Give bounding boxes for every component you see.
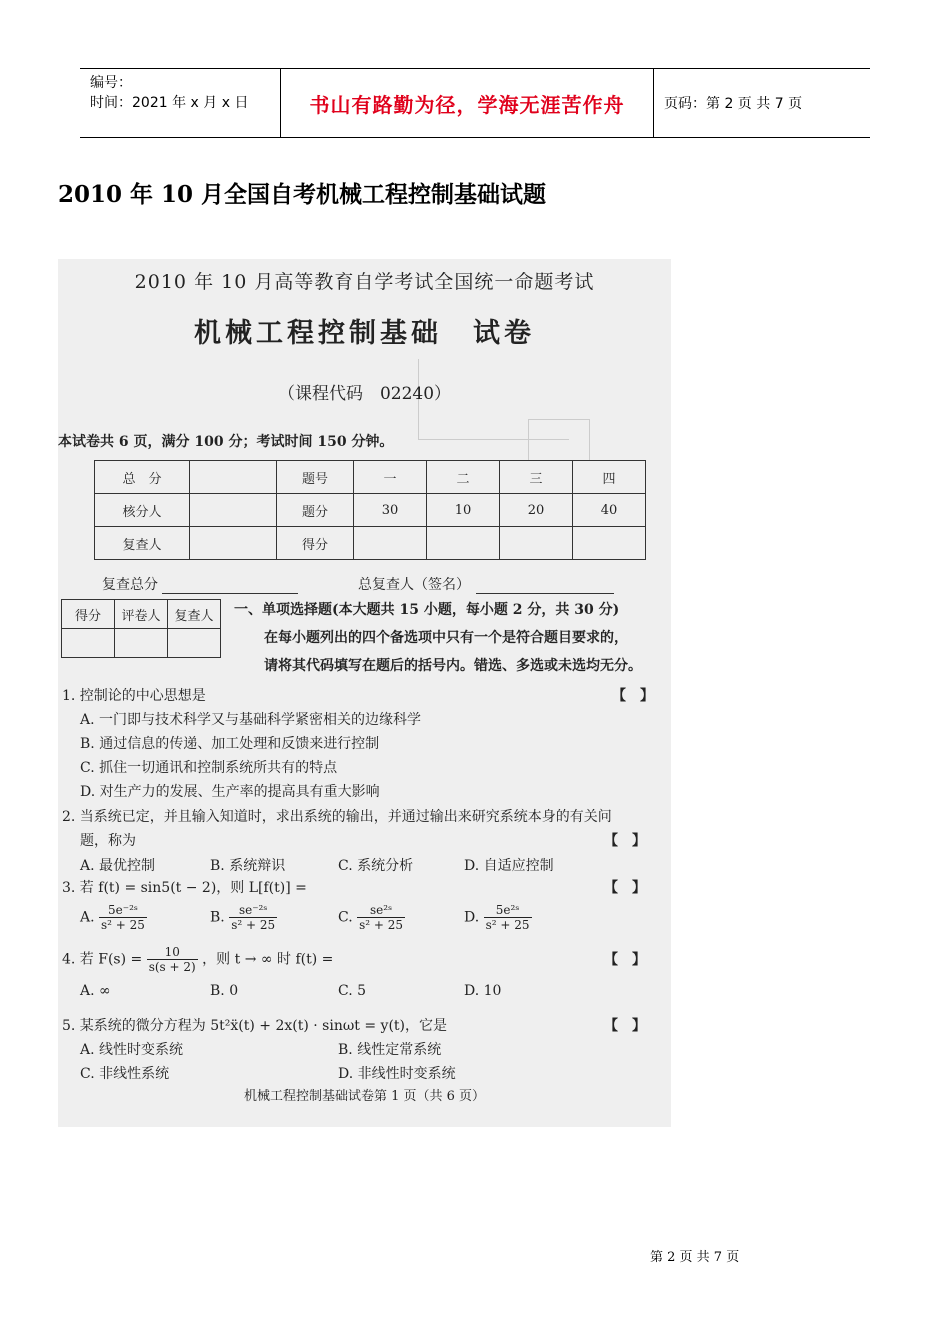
page-header	[80, 68, 870, 138]
fraction	[99, 903, 147, 932]
score-row	[95, 494, 646, 527]
denominator: s(s + 2)	[148, 960, 196, 974]
course-code: （课程代码 02240）	[277, 384, 452, 404]
question-5: 5. 某系统的微分方程为 5t²ẍ(t) + 2x(t) · sinωt = y(t)，它是	[62, 1018, 447, 1034]
option-a	[80, 903, 147, 932]
option-b: B. 通过信息的传递、加工处理和反馈来进行控制	[80, 736, 380, 752]
option-a: A. 线性时变系统	[80, 1042, 184, 1058]
denominator: s² + 25	[101, 918, 145, 932]
option-b: B. 线性定常系统	[338, 1042, 442, 1058]
option-d: D. 10	[464, 983, 502, 999]
score-cell: 复查人	[95, 527, 190, 560]
review-total-label: 复查总分	[102, 577, 158, 593]
numerator: se⁻²ˢ	[229, 903, 277, 918]
score-cell	[190, 461, 277, 494]
score-cell: 二	[427, 461, 500, 494]
numerator: 5e⁻²ˢ	[99, 903, 147, 918]
score-cell	[354, 527, 427, 560]
section-instruction: 请将其代码填写在题后的括号内。错选、多选或未选均无分。	[264, 658, 642, 674]
question-1: 1. 控制论的中心思想是	[62, 688, 206, 704]
option-b	[210, 903, 277, 932]
option-d	[464, 903, 532, 932]
header-page-label: 页码：第 2 页 共 7 页	[664, 96, 803, 112]
option-c: C. 系统分析	[338, 858, 414, 874]
fraction	[147, 945, 198, 974]
answer-bracket: 【】	[604, 1018, 660, 1034]
score-cell	[190, 494, 277, 527]
option-label: D.	[464, 909, 480, 926]
option-label: A.	[80, 909, 95, 926]
numerator: 10	[147, 945, 198, 960]
answer-bracket: 【】	[604, 880, 660, 896]
denominator: s² + 25	[231, 918, 276, 932]
exam-heading: 2010 年 10 月高等教育自学考试全国统一命题考试	[134, 271, 595, 293]
score-cell: 三	[500, 461, 573, 494]
review-total-line	[162, 592, 298, 594]
option-c	[338, 903, 405, 932]
option-c: C. 5	[338, 983, 367, 999]
numerator: 5e²ˢ	[484, 903, 532, 918]
grader-cell: 评卷人	[115, 600, 168, 629]
option-a: A. 一门即与技术科学又与基础科学紧密相关的边缘科学	[80, 712, 422, 728]
code-label: 编号：	[90, 75, 132, 91]
score-cell: 得分	[277, 527, 354, 560]
score-cell: 40	[573, 494, 646, 527]
score-cell: 总 分	[95, 461, 190, 494]
option-b: B. 0	[210, 983, 239, 999]
option-a: A. 最优控制	[80, 858, 156, 874]
grader-cell	[168, 629, 221, 658]
grader-cell: 得分	[62, 600, 115, 629]
exam-title: 机械工程控制基础 试卷	[194, 318, 535, 349]
score-cell: 四	[573, 461, 646, 494]
bleed-through-box	[528, 419, 590, 461]
scanned-exam-page	[58, 259, 671, 1127]
header-info	[80, 69, 280, 137]
grader-cell	[115, 629, 168, 658]
option-c: C. 非线性系统	[80, 1066, 170, 1082]
exam-note: 本试卷共 6 页，满分 100 分；考试时间 150 分钟。	[58, 434, 394, 450]
question-4	[62, 945, 333, 974]
score-cell	[573, 527, 646, 560]
denominator: s² + 25	[359, 918, 404, 932]
answer-bracket: 【】	[604, 833, 660, 849]
option-label: B.	[210, 909, 225, 926]
exam-page-footer: 机械工程控制基础试卷第 1 页（共 6 页）	[243, 1089, 486, 1104]
section-title: 一、单项选择题(本大题共 15 小题，每小题 2 分，共 30 分)	[234, 602, 620, 618]
header-motto: 书山有路勤为径，学海无涯苦作舟	[280, 69, 654, 137]
numerator: se²ˢ	[357, 903, 405, 918]
section-instruction: 在每小题列出的四个备选项中只有一个是符合题目要求的，	[264, 630, 628, 646]
grader-row	[62, 629, 221, 658]
grader-cell	[62, 629, 115, 658]
document-title: 2010 年 10 月全国自考机械工程控制基础试题	[58, 181, 547, 208]
fraction	[484, 903, 532, 932]
option-d: D. 自适应控制	[464, 858, 554, 874]
score-cell	[190, 527, 277, 560]
option-label: C.	[338, 909, 353, 926]
page-number: 第 2 页 共 7 页	[650, 1250, 740, 1265]
score-cell: 核分人	[95, 494, 190, 527]
answer-bracket: 【】	[612, 688, 668, 704]
score-cell: 20	[500, 494, 573, 527]
option-a: A. ∞	[80, 983, 111, 999]
score-cell: 30	[354, 494, 427, 527]
option-b: B. 系统辩识	[210, 858, 286, 874]
fraction	[229, 903, 277, 932]
score-cell	[500, 527, 573, 560]
question-4-post: ，则 t → ∞ 时 f(t) =	[202, 951, 334, 968]
question-2: 2. 当系统已定，并且输入知道时，求出系统的输出，并通过输出来研究系统本身的有关问	[62, 809, 612, 825]
score-cell: 10	[427, 494, 500, 527]
denominator: s² + 25	[485, 918, 530, 932]
grader-cell: 复查人	[168, 600, 221, 629]
score-cell	[427, 527, 500, 560]
score-cell: 一	[354, 461, 427, 494]
grader-table	[61, 599, 221, 658]
score-cell: 题号	[277, 461, 354, 494]
option-d: D. 非线性时变系统	[338, 1066, 456, 1082]
score-row	[95, 527, 646, 560]
grader-row	[62, 600, 221, 629]
question-3: 3. 若 f(t) = sin5(t − 2)，则 L[f(t)] =	[62, 880, 307, 896]
answer-bracket: 【】	[604, 952, 660, 968]
score-table	[94, 460, 646, 560]
fraction	[357, 903, 405, 932]
option-d: D. 对生产力的发展、生产率的提高具有重大影响	[80, 784, 380, 800]
question-4-pre: 4. 若 F(s) =	[62, 951, 143, 968]
option-c: C. 抓住一切通讯和控制系统所共有的特点	[80, 760, 338, 776]
review-person-line	[476, 592, 614, 594]
time-label: 时间：2021 年 x 月 x 日	[90, 95, 249, 111]
score-row	[95, 461, 646, 494]
review-person-label: 总复查人（签名）	[358, 577, 470, 593]
score-cell: 题分	[277, 494, 354, 527]
question-2-cont: 题，称为	[80, 833, 136, 849]
